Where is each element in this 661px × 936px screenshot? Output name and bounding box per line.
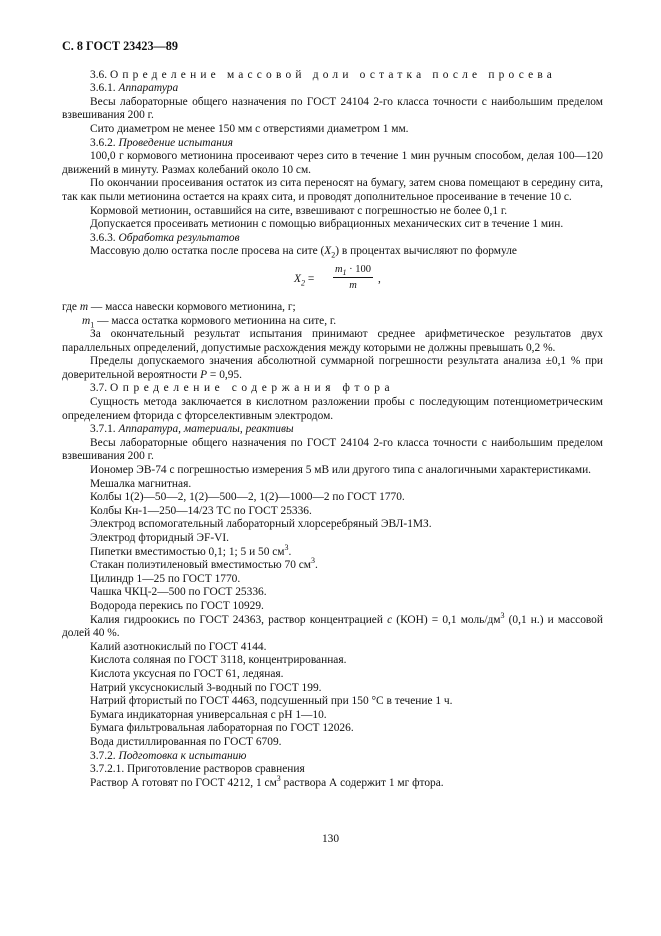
subsection-3-6-1-heading [62,82,603,96]
denominator: m [349,279,357,291]
list-item: Кислота соляная по ГОСТ 3118, концентрированная. [90,654,347,667]
list-item: Натрий фтористый по ГОСТ 4463, подсушенный при 150 °С в течение 1 ч. [90,695,453,708]
text-run: Пипетки вместимостью 0,1; 1; 5 и 50 см [90,545,285,558]
section-3-6-heading [62,69,603,83]
subsection-title: Подготовка к испытанию [118,749,247,762]
superscript: 3 [500,610,505,620]
subsection-number: 3.7.2. [90,749,116,762]
list-item: Электрод вспомогательный лабораторный хлорсеребряный ЭВЛ-1МЗ. [90,518,432,531]
list-item: Мешалка магнитная. [90,477,192,490]
text-run: . [315,559,318,572]
text-run: — масса остатка кормового метионина на сите, г. [94,314,337,327]
variable: m [79,300,89,313]
list-item: Вода дистиллированная по ГОСТ 6709. [90,735,282,748]
subsection-number: 3.7.1. [90,423,116,436]
subsection-title: Обработка результатов [118,231,240,244]
document-page [62,40,603,790]
paragraph: 100,0 г кормового метионина просеивают через сито в течение 1 мин ручным способом, делая 100—120 движений в минуту. Размах колебаний около 10 см. [62,150,603,176]
subscript: 2 [300,278,305,288]
list-item: Колбы 1(2)—50—2, 1(2)—500—2, 1(2)—1000—2 по ГОСТ 1770. [90,491,405,504]
subsection-number: 3.6.3. [90,231,116,244]
formula [62,263,603,299]
text-run: (0,1 н.) и массовой долей 40 %. [62,613,603,640]
list-item: Натрий уксуснокислый 3-водный по ГОСТ 199. [90,681,322,694]
list-item: Бумага фильтровальная лабораторная по ГОСТ 12026. [90,722,354,735]
list-item: Чашка ЧКЦ-2—500 по ГОСТ 25336. [90,586,267,599]
paragraph [62,245,603,259]
text-run: (КОН) = 0,1 моль/дм [392,613,501,626]
text-run: где [62,300,80,313]
list-item: Электрод фторидный ЭF-VI. [90,532,230,544]
formula-lhs [294,273,314,287]
text-run: Стакан полиэтиленовый вместимостью 70 см [90,559,312,572]
subsection-title: Аппаратура, материалы, реактивы [118,423,294,436]
section-title: Определение массовой доли остатка после просева [109,68,557,81]
paragraph: По окончании просеивания остаток из сита переносят на бумагу, затем снова помещают в середину сита, так как пыли метионина остается на краях сита, и проводят дополнительное просеивание в течение 10 с. [62,177,603,203]
text-run: Пределы допускаемого значения абсолютной суммарной погрешности результата анализа ±0,1 % при доверительной вероятности [62,355,603,381]
list-item [62,556,603,573]
subsection-title: Проведение испытания [118,136,233,149]
superscript: 3 [276,773,281,783]
text-run: Массовую долю остатка после просева на сите ( [90,245,325,258]
list-item: Водорода перекись по ГОСТ 10929. [90,599,264,612]
list-item: Кислота уксусная по ГОСТ 61, ледяная. [90,667,284,680]
text-run: Раствор А готовят по ГОСТ 4212, 1 см [90,776,277,789]
text-run: · 100 [346,263,372,275]
subsection-3-6-3-heading [62,232,603,246]
list-item [62,610,603,641]
subsection-number: 3.6.2. [90,136,116,149]
list-item: Весы лабораторные общего назначения по ГОСТ 24104 2-го класса точности с наибольшим пределом взвешивания 200 г. [62,436,603,463]
where-line [62,315,603,329]
section-3-7-heading [62,382,603,396]
section-title: Определение содержания фтора [109,382,395,395]
superscript: 3 [284,542,289,552]
list-item: Цилиндр 1—25 по ГОСТ 1770. [90,572,241,585]
page-number: 130 [321,833,340,845]
formula-comma: , [378,272,381,285]
list-item: Калий азотнокислый по ГОСТ 4144. [90,640,267,653]
text-run: раствора А содержит 1 мг фтора. [280,776,444,789]
superscript: 3 [311,556,316,566]
subsection-title: Аппаратура [118,82,179,95]
fraction [333,263,373,292]
text-run: Калия гидроокись по ГОСТ 24363, раствор концентрацией [90,613,388,626]
fraction-bar [333,277,373,278]
subsection-3-7-2-1-heading: 3.7.2.1. Приготовление растворов сравнения [90,763,305,776]
variable: P [200,368,208,381]
subsection-number: 3.6.1. [90,82,116,95]
paragraph: Весы лабораторные общего назначения по ГОСТ 24104 2-го класса точности с наибольшим пределом взвешивания 200 г. [62,95,603,122]
variable: X [294,272,301,285]
paragraph: За окончательный результат испытания принимают среднее арифметическое результатов двух параллельных определений, допустимые расхождения между которыми не должны превышать 0,2 %. [62,328,603,354]
subsection-3-7-1-heading [62,423,603,437]
paragraph [62,355,603,382]
where-line [62,301,603,315]
paragraph [62,773,603,791]
variable: c [387,613,393,626]
list-item: Иономер ЭВ-74 с погрешностью измерения 5 мВ или другого типа с аналогичными характеристиками. [90,464,592,477]
page-header: С. 8 ГОСТ 23423—89 [62,39,178,53]
text-run: ) в процентах вычисляют по формуле [335,245,517,258]
text-run: . [288,545,292,558]
list-item: Колбы Кн-1—250—14/23 ТС по ГОСТ 25336. [90,504,312,517]
paragraph: Допускается просеивать метионин с помощью вибрационных механических сит в течение 1 мин. [90,218,564,231]
equals-sign: = [304,272,315,285]
variable: m [82,314,91,327]
list-item: Бумага индикаторная универсальная с рН 1—10. [90,708,327,721]
numerator [333,263,373,276]
variable: X [324,245,332,258]
paragraph: Сущность метода заключается в кислотном разложении пробы с последующим потенциометрическим определением фторида с фторселективным электродом. [62,396,603,422]
paragraph: Сито диаметром не менее 150 мм с отверстиями диаметром 1 мм. [90,122,409,135]
subscript: 1 [342,268,347,277]
paragraph: Кормовой метионин, оставшийся на сите, взвешивают с погрешностью не более 0,1 г. [90,204,508,217]
subsection-3-6-2-heading [62,137,603,151]
text-run: — масса навески кормового метионина, г; [88,300,296,313]
variable: m [334,263,343,275]
list-item [62,542,603,560]
section-number: 3.6. [90,68,108,81]
text-run: = 0,95. [207,368,242,381]
subsection-3-7-2-heading [62,750,603,764]
subscript: 2 [331,250,336,260]
subscript: 1 [90,319,95,329]
section-number: 3.7. [90,382,108,395]
